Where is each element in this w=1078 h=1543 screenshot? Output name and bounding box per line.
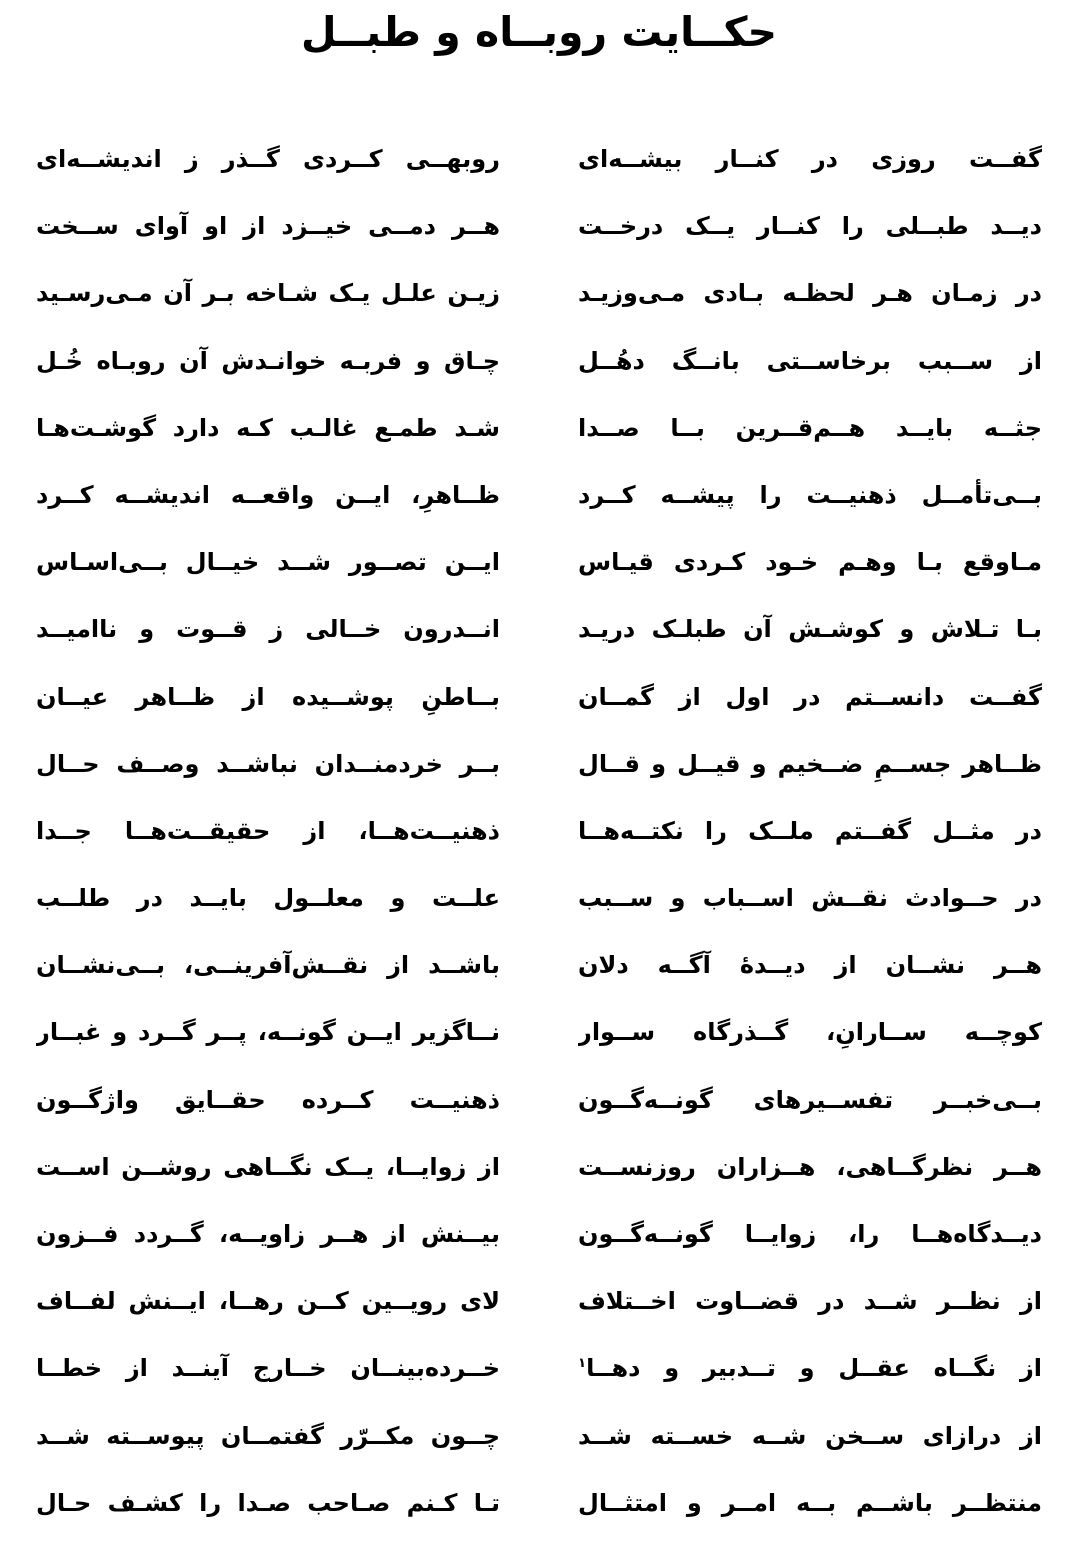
verse-row xyxy=(36,1470,1042,1537)
verse-row xyxy=(36,596,1042,663)
hemistich-left: از زوایــا، یــک نگــاهی روشــن اســت xyxy=(36,1152,500,1181)
verse-row xyxy=(36,731,1042,798)
hemistich-left: هــر دمــی خیــزد از او آوای ســخت xyxy=(36,212,500,241)
poem-body xyxy=(36,126,1042,1537)
hemistich-left: ایــن تصــور شــد خیــال بــی‌اسـاس xyxy=(36,548,500,577)
verse-row xyxy=(36,1335,1042,1402)
verse-row xyxy=(36,193,1042,260)
hemistich-right: بــی‌تأمــل ذهنیــت را پیشــه کــرد xyxy=(578,480,1042,509)
hemistich-left: بــاطنِ پوشــیده از ظــاهر عیــان xyxy=(36,682,500,711)
hemistich-left: زیـن علـل یـک شـاخه بـر آن مـی‌رسـید xyxy=(36,279,500,308)
hemistich-right: هــر نظرگــاهی، هــزاران روزنســت xyxy=(578,1152,1042,1181)
hemistich-right: گفــت دانســتم در اول از گمــان xyxy=(578,682,1042,711)
hemistich-left: خــرده‌بینــان خــارج آینــد از خطــا xyxy=(36,1354,500,1383)
verse-row xyxy=(36,1268,1042,1335)
verse-row xyxy=(36,1134,1042,1201)
hemistich-right: در حــوادث نقــش اســباب و ســبب xyxy=(578,884,1042,913)
hemistich-right: از ســبب برخاســتی بانــگ دهُــل xyxy=(578,346,1042,375)
hemistich-right: دیــد طبــلی را کنــار یــک درخــت xyxy=(578,212,1042,241)
hemistich-right: هــر نشــان از دیــدهٔ آگــه دلان xyxy=(578,951,1042,980)
hemistich-right: از درازای ســخن شــه خســته شــد xyxy=(578,1421,1042,1450)
hemistich-left: چــون مکــرّر گفتمــان پیوســته شــد xyxy=(36,1421,500,1450)
hemistich-right: کوچــه ســارانِ، گــذرگاه ســوار xyxy=(578,1018,1042,1047)
verse-row xyxy=(36,664,1042,731)
verse-row xyxy=(36,1201,1042,1268)
hemistich-left: علــت و معلــول بایــد در طلــب xyxy=(36,884,500,913)
hemistich-left: نــاگزیر ایــن گونــه، پــر گــرد و غبــار xyxy=(36,1018,500,1047)
hemistich-left: تـا کـنم صـاحب صـدا را کشـف حـال xyxy=(36,1488,500,1517)
hemistich-left: بیــنش از هــر زاویــه، گــردد فــزون xyxy=(36,1220,500,1248)
hemistich-right: از نظــر شــد در قضــاوت اخــتلاف xyxy=(578,1287,1042,1316)
verse-row xyxy=(36,865,1042,932)
hemistich-right: مـاوقع بـا وهـم خـود کـردی قیـاس xyxy=(578,548,1042,577)
hemistich-left: لای رویــین کــن رهــا، ایــنش لفــاف xyxy=(36,1287,500,1316)
verse-row xyxy=(36,932,1042,999)
verse-row xyxy=(36,529,1042,596)
hemistich-right: دیــدگاه‌هــا را، زوایــا گونــه‌گــون xyxy=(578,1220,1042,1248)
hemistich-left: ذهنیــت‌هــا، از حقیقــت‌هــا جــدا xyxy=(36,816,500,845)
hemistich-left: چـاق و فربـه خوانـدش آن روبـاه خُـل xyxy=(36,346,500,375)
verse-row xyxy=(36,260,1042,327)
verse-row xyxy=(36,999,1042,1066)
hemistich-right: ظــاهر جســمِ ضــخیم و قیــل و قــال xyxy=(578,749,1042,778)
hemistich-left: شـد طمـع غالـب کـه دارد گوشـت‌هـا xyxy=(36,413,500,442)
hemistich-left: انــدرون خــالی ز قــوت و ناامیــد xyxy=(36,615,500,644)
hemistich-left: ظــاهرِ، ایــن واقعــه اندیشــه کــرد xyxy=(36,480,500,509)
verse-row xyxy=(36,1403,1042,1470)
hemistich-right xyxy=(578,1350,1042,1387)
hemistich-right: بــی‌خبــر تفســیرهای گونــه‌گــون xyxy=(578,1085,1042,1114)
verse-row xyxy=(36,798,1042,865)
hemistich-right: جثــه بایــد هــم‌قــرین بــا صــدا xyxy=(578,413,1042,442)
verse-row xyxy=(36,126,1042,193)
footnote-marker: ۱ xyxy=(578,1356,587,1372)
hemistich-right: در مثــل گفــتم ملــک را نکتــه‌هــا xyxy=(578,816,1042,845)
verse-row xyxy=(36,462,1042,529)
hemistich-left: بــر خردمنــدان نباشــد وصــف حــال xyxy=(36,749,500,778)
hemistich-text: از نگــاه عقــل و تــدبیر و دهــا xyxy=(586,1354,1042,1383)
hemistich-right: بـا تـلاش و کوشـش آن طبلـک دریـد xyxy=(578,615,1042,644)
poem-title: حکــایت روبــاه و طبــل xyxy=(300,8,777,56)
verse-row xyxy=(36,1067,1042,1134)
hemistich-left: روبهــی کــردی گــذر ز اندیشــه‌ای xyxy=(36,145,500,173)
hemistich-right: منتظــر باشــم بــه امــر و امتثــال xyxy=(578,1488,1042,1517)
verse-row xyxy=(36,328,1042,395)
verse-row xyxy=(36,395,1042,462)
hemistich-right: گفــت روزی در کنــار بیشــه‌ای xyxy=(578,145,1042,173)
hemistich-right: در زمـان هـر لحظـه بـادی مـی‌وزیـد xyxy=(578,279,1042,308)
hemistich-left: ذهنیــت کــرده حقــایق واژگــون xyxy=(36,1085,500,1114)
hemistich-left: باشــد از نقــش‌آفرینــی، بــی‌نشــان xyxy=(36,951,500,980)
